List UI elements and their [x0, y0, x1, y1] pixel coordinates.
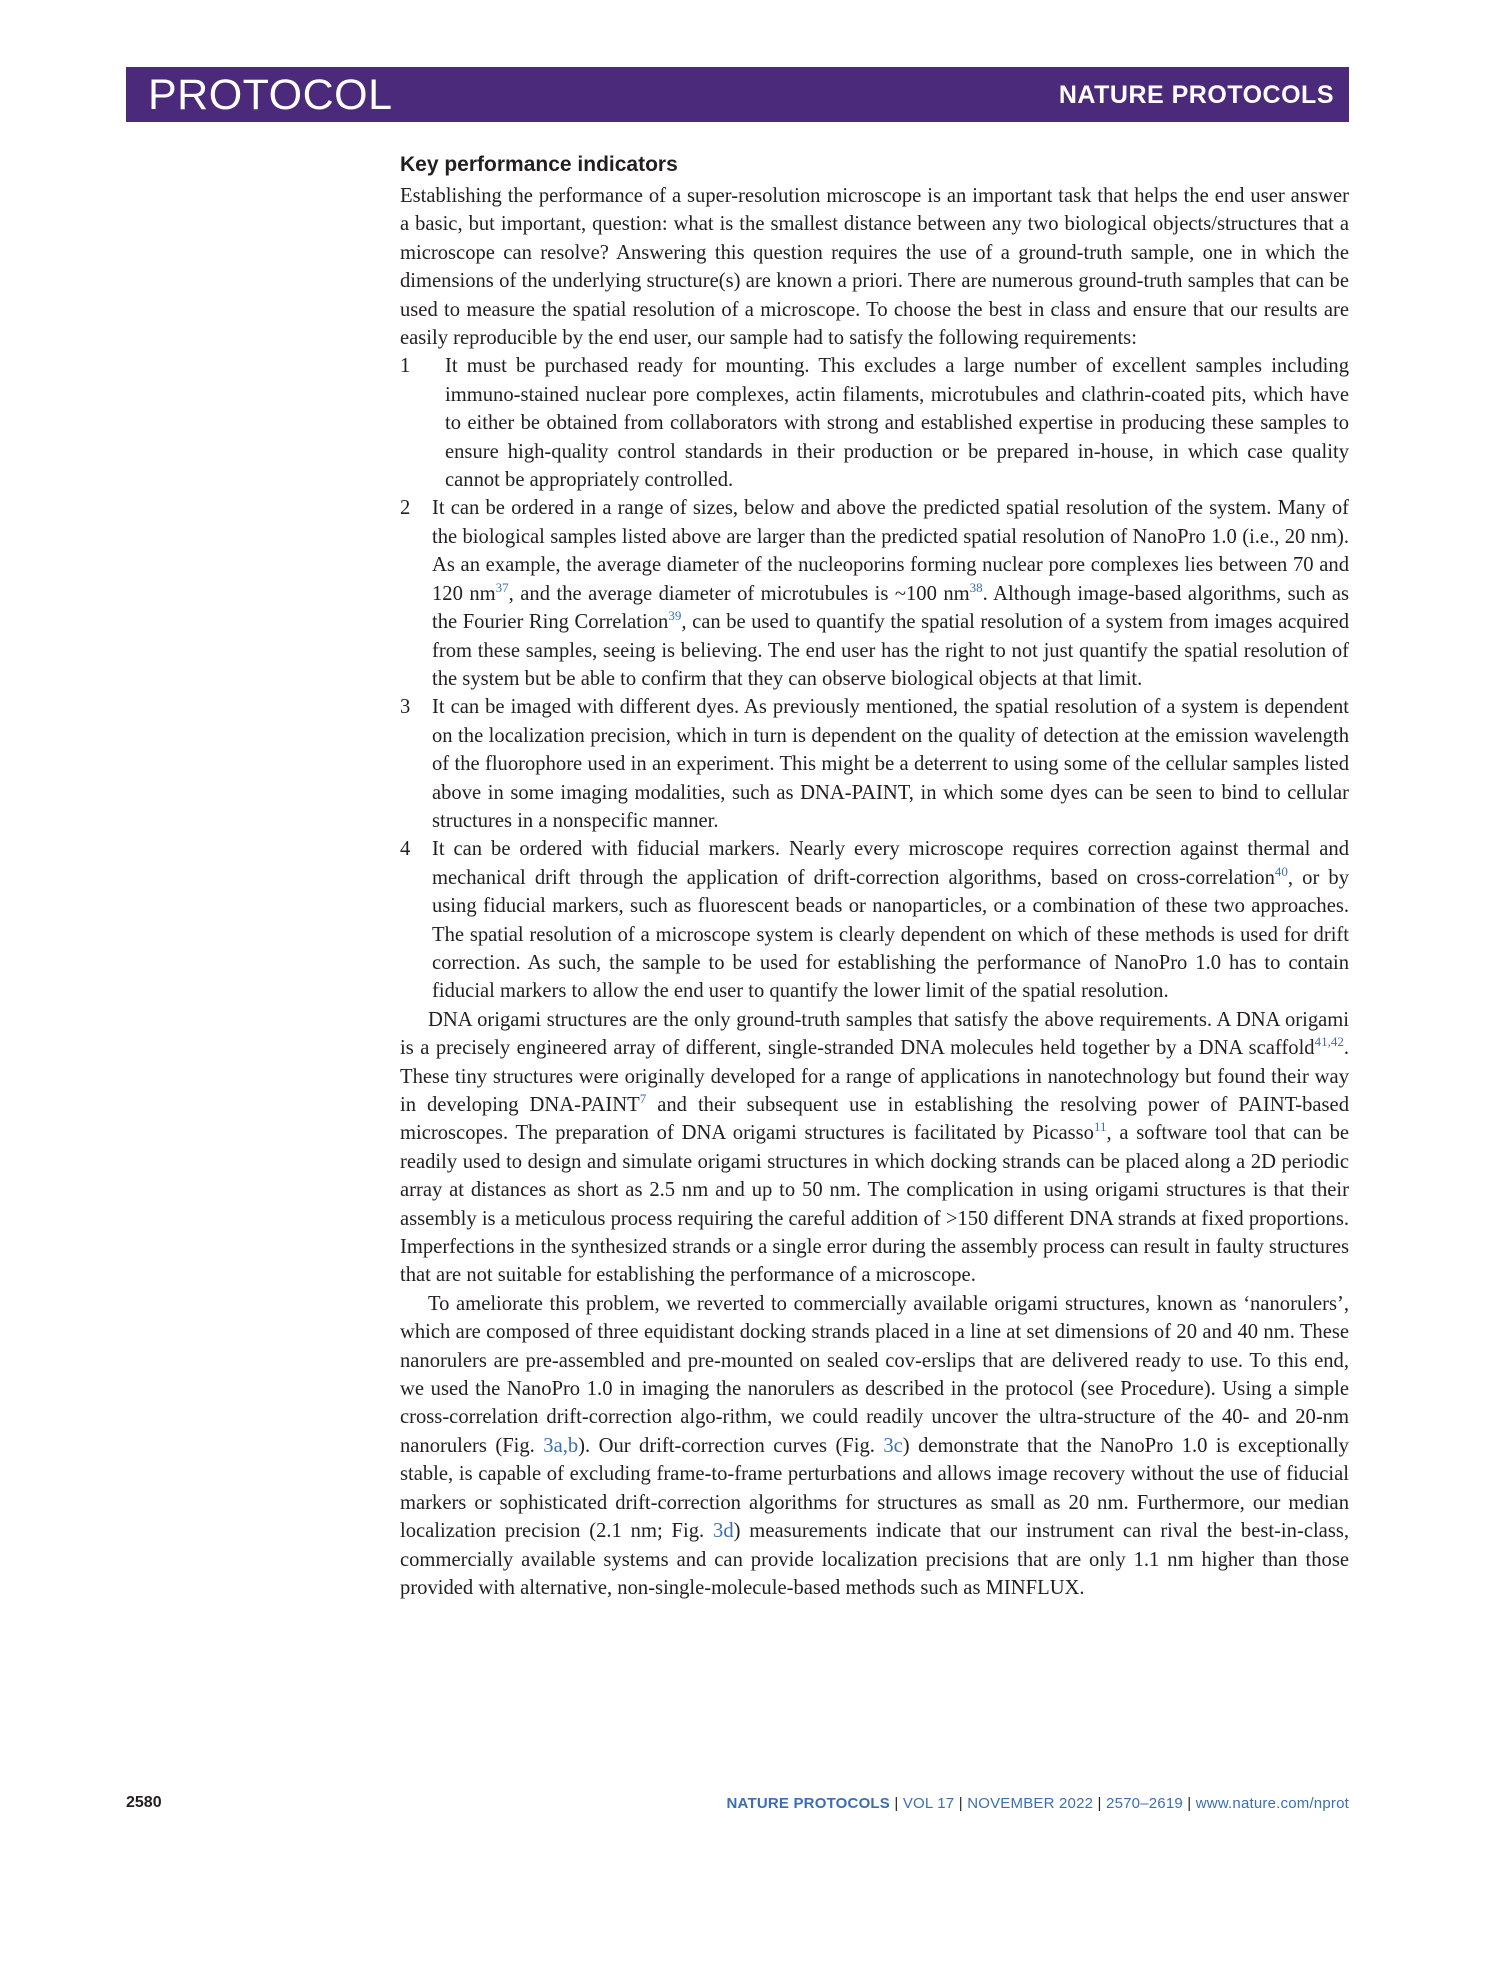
- reference-link[interactable]: 41,42: [1314, 1034, 1344, 1050]
- intro-paragraph: Establishing the performance of a super-resolution microscope is an important task that helps the end user answer a basic, but important, question: what is the smallest distance between any two biological objects/structures that a microscope can resolve? Answering this question requires the use of a ground-truth sample, one in which the dimensions of the underlying structure(s) are known a priori. There are numerous ground-truth samples that can be used to measure the spatial resolution of a microscope. To choose the best in class and ensure that our results are easily reproducible by the end user, our sample had to satisfy the following requirements:: [400, 185, 1349, 350]
- page-number: 2580: [126, 1794, 162, 1811]
- reference-link[interactable]: 7: [639, 1091, 647, 1107]
- item-text: It can be imaged with different dyes. As previously mentioned, the spatial resolution of a system is dependent on the localization precision, which in turn is dependent on the quality of detection at the emission wavelength of the fluorophore used in an experiment. This might be a deterrent to using some of the cellular samples listed above in some imaging modalities, such as DNA-PAINT, in which some dyes can be seen to bind to cellular structures in a nonspecific manner.: [432, 696, 1349, 832]
- requirements-list: [400, 352, 1349, 1005]
- reference-link[interactable]: 39: [668, 608, 682, 624]
- reference-link[interactable]: 37: [495, 579, 509, 595]
- item-number: 4: [400, 838, 411, 861]
- header-bar: [126, 67, 1349, 122]
- item-text: , and the average diameter of microtubules is ~100 nm: [508, 582, 970, 605]
- item-text: It must be purchased ready for mounting. This excludes a large number of excellent samples including immuno-stained nuclear pore complexes, actin filaments, microtubules and clathrin-coated pits, which have to either be obtained from collaborators with strong and established expertise in producing these samples to ensure high-quality control standards in their production or be prepared in-house, in which case quality cannot be appropriately controlled.: [445, 355, 1349, 492]
- paragraph-text: and their subsequent use in establishing the resolving power of PAINT-based microscopes. The preparation of DNA origami structures is facilitated by Picasso: [400, 1094, 1349, 1145]
- footer-journal: NATURE PROTOCOLS: [726, 1795, 890, 1812]
- figure-link[interactable]: 3a,b: [543, 1434, 579, 1457]
- reference-link[interactable]: 40: [1274, 863, 1288, 879]
- reference-link[interactable]: 38: [969, 579, 983, 595]
- item-text: It can be ordered in a range of sizes, below and above the predicted spatial resolution of the system. Many of the biological samples listed above are larger than the predicted spatial resolution of NanoPro 1.0 (i.e., 20 nm). As an example, the average diameter of the nucleoporins forming nuclear pore complexes lies between 70 and 120 nm: [432, 497, 1349, 605]
- item-text: , or by using fiducial markers, such as fluorescent beads or nanoparticles, or a combination of these two approaches. The spatial resolution of a microscope system is clearly dependent on which of these methods is used for drift correction. As such, the sample to be used for establishing the performance of NanoPro 1.0 has to contain fiducial markers to allow the end user to quantify the lower limit of the spatial resolution.: [432, 866, 1349, 1003]
- paragraph-text: . These tiny structures were originally developed for a range of applications in nanotechnology but found their way in developing DNA-PAINT: [400, 1037, 1349, 1116]
- reference-link[interactable]: 11: [1093, 1119, 1107, 1135]
- item-number: 3: [400, 696, 411, 719]
- nanorulers-paragraph: [400, 1290, 1349, 1602]
- article-body: [400, 150, 1349, 1602]
- requirement-item: [400, 494, 1349, 693]
- requirement-item: [400, 352, 1349, 494]
- figure-link[interactable]: 3c: [883, 1434, 903, 1457]
- footer-date: NOVEMBER 2022: [967, 1795, 1094, 1812]
- figure-link[interactable]: 3d: [713, 1520, 734, 1543]
- paragraph-text: To ameliorate this problem, we reverted to commercially available origami structures, known as ‘nanorulers’, which are composed of three equidistant docking strands placed in a line at set dimensions of 20 and 40 nm. These nanorulers are pre-assembled and pre-mounted on sealed cov-erslips that are delivered ready to use. To this end, we used the NanoPro 1.0 in imaging the nanorulers as described in the protocol (see Procedure). Using a simple cross-correlation drift-correction algo-rithm, we could readily uncover the ultra-structure of the 40- and 20-nm nanorulers (Fig.: [400, 1292, 1349, 1457]
- item-number: 1: [400, 355, 411, 378]
- footer-pages: 2570–2619: [1106, 1795, 1183, 1812]
- paragraph-text: , a software tool that can be readily used to design and simulate origami structures in which docking strands can be placed along a 2D periodic array at distances as short as 2.5 nm and up to 50 nm. The complication in using origami structures is that their assembly is a meticulous process requiring the careful addition of >150 different DNA strands at fixed proportions. Imperfections in the synthesized strands or a single error during the assembly process can result in faulty structures that are not suitable for establishing the performance of a microscope.: [400, 1122, 1350, 1287]
- journal-name: NATURE PROTOCOLS: [1058, 81, 1334, 109]
- item-text: . Although image-based algorithms, such as the Fourier Ring Correlation: [432, 582, 1349, 634]
- paragraph-text: ) measurements indicate that our instrument can rival the best-in-class, commercially available systems and can provide localization precisions that are only 1.1 nm higher than those provided with alternative, non-single-molecule-based methods such as MINFLUX.: [400, 1520, 1349, 1599]
- footer-volume: VOL 17: [902, 1795, 955, 1812]
- item-text: It can be ordered with fiducial markers. Nearly every microscope requires correction against thermal and mechanical drift through the application of drift-correction algorithms, based on cross-correlation: [432, 838, 1349, 889]
- item-text: , can be used to quantify the spatial resolution of a system from images acquired from these samples, seeing is believing. The end user has the right to not just quantify the spatial resolution of the system but be able to confirm that they can observe biological objects at that limit.: [432, 611, 1349, 690]
- requirement-item: [400, 835, 1349, 1005]
- paragraph-text: DNA origami structures are the only ground-truth samples that satisfy the above requirements. A DNA origami is a precisely engineered array of different, single-stranded DNA molecules held together by a DNA scaffold: [400, 1008, 1349, 1060]
- origami-paragraph: [400, 1006, 1349, 1290]
- requirement-item: [400, 693, 1349, 835]
- journal-citation: NATURE PROTOCOLS | VOL 17 | NOVEMBER 2022 | 2570–2619 | www.nature.com/nprot: [726, 1795, 1349, 1812]
- paragraph-text: ) demonstrate that the NanoPro 1.0 is exceptionally stable, is capable of excluding frame-to-frame perturbations and allows image recovery without the use of fiducial markers or sophisticated drift-correction algorithms for structures as small as 20 nm. Furthermore, our median localization precision (2.1 nm; Fig.: [400, 1434, 1349, 1543]
- section-label: PROTOCOL: [148, 71, 393, 119]
- item-number: 2: [400, 497, 411, 520]
- footer-url[interactable]: www.nature.com/nprot: [1195, 1795, 1349, 1812]
- section-heading: Key performance indicators: [400, 153, 678, 176]
- paragraph-text: ). Our drift-correction curves (Fig.: [578, 1434, 884, 1457]
